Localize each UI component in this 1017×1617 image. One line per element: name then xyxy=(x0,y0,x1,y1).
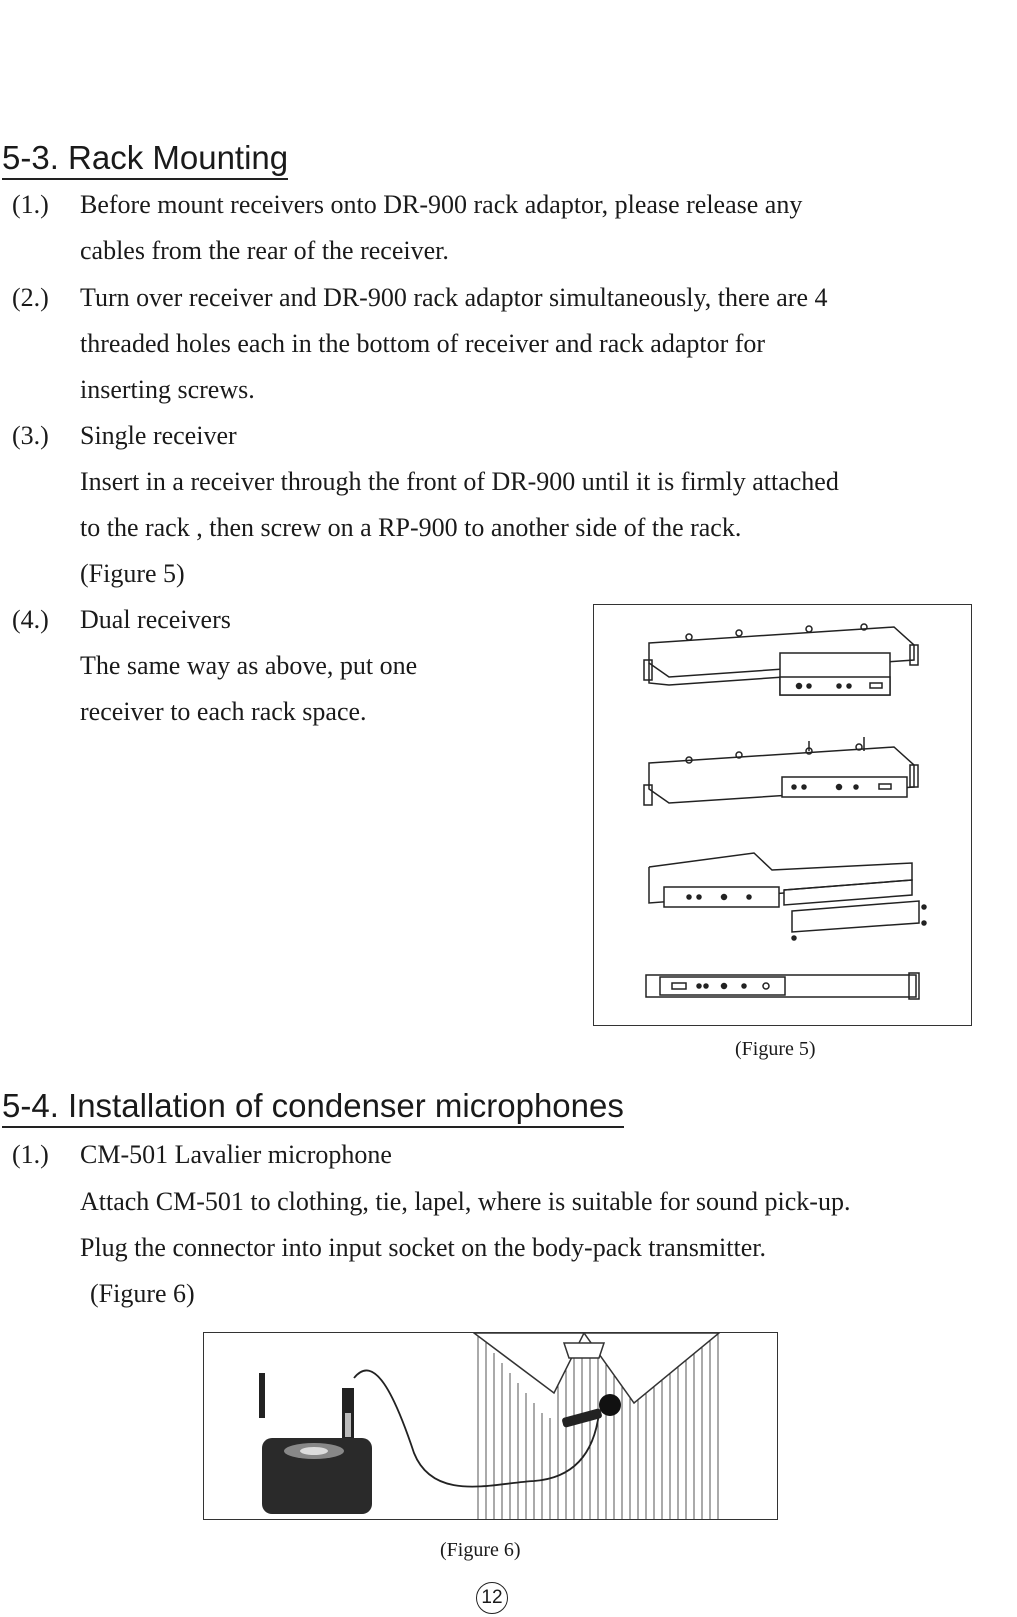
item-text: CM-501 Lavalier microphone xyxy=(80,1140,392,1169)
rack-assembly-illustration xyxy=(594,605,971,1025)
item-text: receiver to each rack space. xyxy=(80,697,367,726)
item-text: cables from the rear of the receiver. xyxy=(80,236,449,265)
item-number: (1.) xyxy=(12,1140,49,1169)
item-text: Turn over receiver and DR-900 rack adaptor simultaneously, there are 4 xyxy=(80,283,828,312)
item-text: The same way as above, put one xyxy=(80,651,418,680)
item-text: (Figure 5) xyxy=(80,559,185,588)
figure-6-caption: (Figure 6) xyxy=(440,1539,521,1561)
item-number: (3.) xyxy=(12,421,49,450)
item-number: (4.) xyxy=(12,605,49,634)
collar-illustration xyxy=(474,1333,719,1403)
page-number: 12 xyxy=(476,1582,508,1614)
figure-5-rack-diagram xyxy=(593,604,972,1026)
item-text: Plug the connector into input socket on the body-pack transmitter. xyxy=(80,1233,766,1262)
mic-cable xyxy=(354,1370,599,1486)
item-text: inserting screws. xyxy=(80,375,255,404)
lavalier-mic-illustration xyxy=(561,1394,621,1428)
item-text: (Figure 6) xyxy=(90,1279,195,1308)
section-heading-condenser-microphones: 5-4. Installation of condenser microphones xyxy=(2,1086,624,1128)
item-text: Dual receivers xyxy=(80,605,231,634)
figure-6-microphone-diagram xyxy=(203,1332,778,1520)
rack-stage-4 xyxy=(646,973,919,999)
lavalier-mic-illustration xyxy=(204,1333,777,1519)
rack-stage-1 xyxy=(644,624,918,695)
item-text: Before mount receivers onto DR-900 rack adaptor, please release any xyxy=(80,190,803,219)
item-text: threaded holes each in the bottom of receiver and rack adaptor for xyxy=(80,329,766,358)
item-text: Insert in a receiver through the front of DR-900 until it is firmly attached xyxy=(80,467,839,496)
rack-stage-2 xyxy=(644,737,918,805)
bodypack-transmitter-illustration xyxy=(259,1373,372,1514)
section-heading-rack-mounting: 5-3. Rack Mounting xyxy=(2,138,288,180)
item-number: (2.) xyxy=(12,283,49,312)
figure-5-caption: (Figure 5) xyxy=(735,1038,816,1060)
item-number: (1.) xyxy=(12,190,49,219)
item-text: Single receiver xyxy=(80,421,237,450)
item-text: Attach CM-501 to clothing, tie, lapel, where is suitable for sound pick-up. xyxy=(80,1187,851,1216)
rack-stage-3 xyxy=(649,853,926,940)
item-text: to the rack , then screw on a RP-900 to another side of the rack. xyxy=(80,513,742,542)
